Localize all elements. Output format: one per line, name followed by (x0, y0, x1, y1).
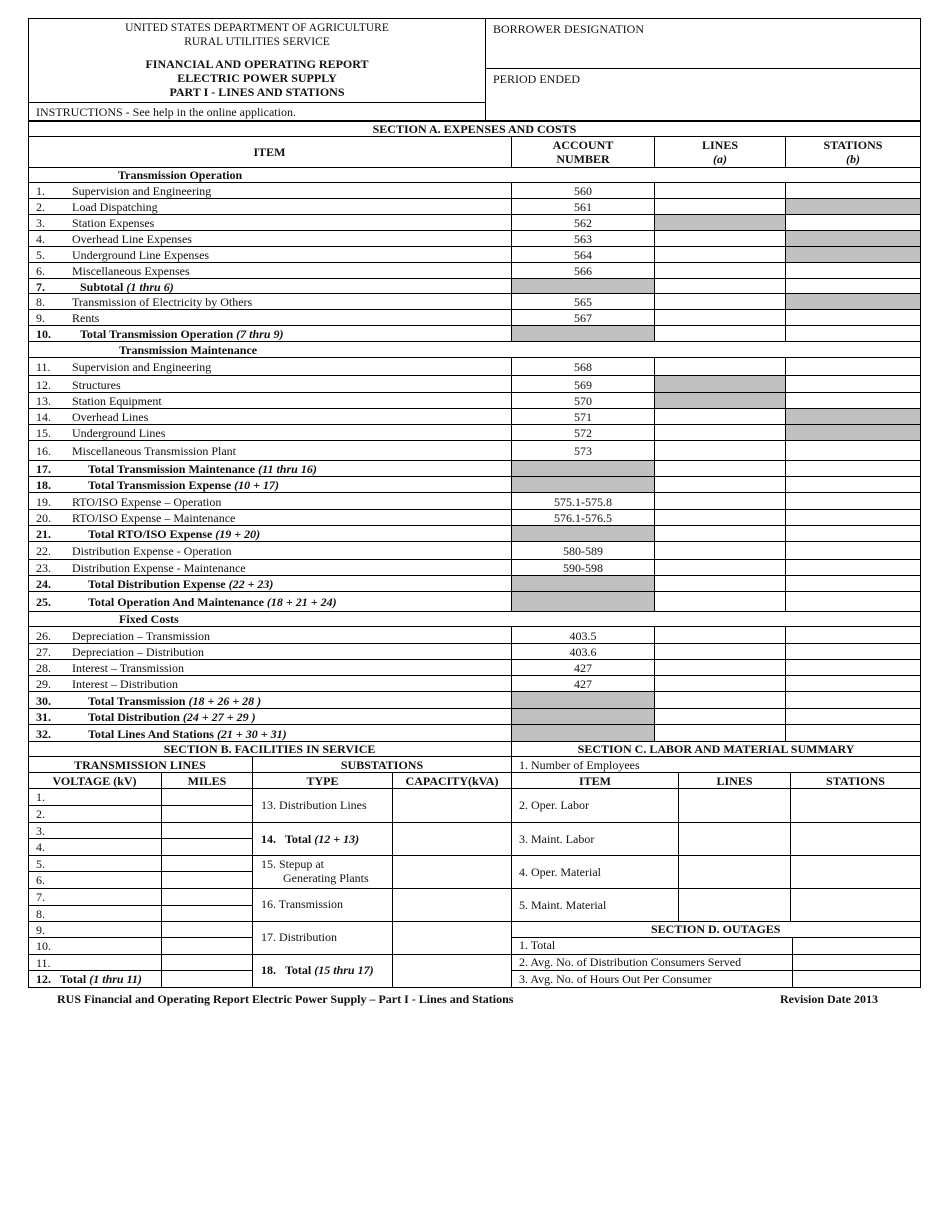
row-label-text: Total Operation And Maintenance (88, 595, 267, 609)
substations-header: SUBSTATIONS (340, 758, 424, 772)
account-number: 562 (574, 216, 592, 230)
stations-value-cell[interactable] (786, 543, 920, 559)
lines-value-cell[interactable] (655, 184, 785, 198)
row-label (88, 527, 260, 541)
voltage-row-number: 10. (36, 939, 51, 953)
account-number: 580-589 (563, 544, 603, 558)
col-header-lines-sub: (a) (713, 152, 727, 166)
row-label (72, 216, 154, 230)
section-c-title: SECTION C. LABOR AND MATERIAL SUMMARY (577, 742, 855, 756)
col-voltage: VOLTAGE (kV) (52, 774, 137, 788)
voltage-input-cell[interactable] (60, 790, 160, 804)
substation-14 (261, 832, 359, 846)
row-number: 30. (36, 694, 51, 708)
substation-14-italic: (12 + 13) (314, 832, 360, 846)
row-label (72, 264, 190, 278)
account-number: 560 (574, 184, 592, 198)
voltage-row-number: 1. (36, 790, 45, 804)
row-label-text: Miscellaneous Expenses (72, 264, 190, 278)
row-label-text: Depreciation – Transmission (72, 629, 210, 643)
voltage-row-number: 7. (36, 890, 45, 904)
voltage-row-number: 5. (36, 857, 45, 871)
stations-value-cell[interactable] (786, 394, 920, 408)
lines-value-cell[interactable] (655, 577, 785, 591)
miles-input-cell[interactable] (163, 923, 251, 937)
account-number: 575.1-575.8 (554, 495, 612, 509)
row-label (88, 727, 287, 741)
row-label (88, 577, 273, 591)
labor-item: 2. Oper. Labor (519, 798, 589, 812)
row-label-text: Rents (72, 311, 100, 325)
facilities-total-label (36, 972, 142, 986)
group-transmission-operation: Transmission Operation (118, 168, 243, 182)
borrower-designation-label: BORROWER DESIGNATION (493, 22, 644, 36)
lines-value-cell[interactable] (655, 527, 785, 541)
row-number: 2. (36, 200, 45, 214)
row-label-text: Underground Line Expenses (72, 248, 210, 262)
stations-value-cell[interactable] (786, 248, 920, 262)
row-label-text: RTO/ISO Expense – Operation (72, 495, 222, 509)
row-label (72, 645, 204, 659)
row-label (72, 311, 99, 325)
row-number: 8. (36, 295, 45, 309)
substation-17: 17. Distribution (261, 930, 338, 944)
miles-input-cell[interactable] (163, 857, 251, 871)
row-number: 4. (36, 232, 45, 246)
row-label-text: Total Distribution Expense (88, 577, 229, 591)
row-label-text: Total Lines And Stations (88, 727, 217, 741)
footer-title: RUS Financial and Operating Report Electric Power Supply – Part I - Lines and Stations (57, 992, 514, 1006)
stations-value-cell[interactable] (786, 232, 920, 246)
labor-item: 3. Maint. Labor (519, 832, 595, 846)
row-label (72, 410, 148, 424)
facilities-total-num: 12. (36, 972, 51, 986)
section-c-col-lines: LINES (716, 774, 753, 788)
facilities-total-italic: (1 thru 11) (89, 972, 142, 986)
stations-value-cell[interactable] (786, 410, 920, 424)
col-type: TYPE (306, 774, 339, 788)
row-number: 18. (36, 478, 51, 492)
miles-input-cell[interactable] (163, 939, 251, 953)
labor-item: 5. Maint. Material (519, 898, 607, 912)
section-c-col-item: ITEM (578, 774, 611, 788)
miles-input-cell[interactable] (163, 907, 251, 921)
col-header-item: ITEM (253, 145, 286, 159)
stations-value-cell[interactable] (786, 359, 920, 375)
stations-value-cell[interactable] (786, 645, 920, 659)
row-label-text: RTO/ISO Expense – Maintenance (72, 511, 236, 525)
miles-input-cell[interactable] (163, 840, 251, 854)
voltage-row-number: 11. (36, 956, 51, 970)
row-label-text: Structures (72, 378, 121, 392)
row-label-formula: (19 + 20) (215, 527, 261, 541)
section-d-title: SECTION D. OUTAGES (651, 922, 781, 936)
row-label (72, 544, 232, 558)
row-label-formula: (21 + 30 + 31) (216, 727, 287, 741)
row-label-text: Supervision and Engineering (72, 360, 212, 374)
lines-value-cell[interactable] (655, 710, 785, 724)
lines-value-cell[interactable] (655, 359, 785, 375)
stations-value-cell[interactable] (786, 494, 920, 509)
stations-value-cell[interactable] (786, 311, 920, 325)
substation-18 (261, 963, 374, 977)
row-label-text: Station Expenses (72, 216, 155, 230)
row-label-text: Supervision and Engineering (72, 184, 212, 198)
agency-line2: RURAL UTILITIES SERVICE (184, 36, 330, 48)
lines-value-cell[interactable] (655, 377, 785, 392)
lines-value-cell[interactable] (655, 693, 785, 708)
stations-value-cell[interactable] (786, 561, 920, 575)
number-of-employees: 1. Number of Employees (519, 758, 640, 772)
account-number: 569 (574, 378, 592, 392)
substation-18-num: 18. (261, 963, 276, 977)
row-label (72, 378, 121, 392)
voltage-input-cell[interactable] (60, 857, 160, 871)
row-label-formula: (11 thru 16) (258, 462, 317, 476)
account-number: 576.1-576.5 (554, 511, 612, 525)
row-number: 29. (36, 677, 51, 691)
stations-value-cell[interactable] (786, 710, 920, 724)
row-label (72, 200, 158, 214)
account-number: 567 (574, 311, 592, 325)
row-label (80, 280, 174, 294)
row-number: 11. (36, 360, 51, 374)
lines-value-cell[interactable] (655, 295, 785, 309)
row-label (88, 462, 317, 476)
lines-value-cell[interactable] (655, 232, 785, 246)
col-capacity: CAPACITY(kVA) (405, 774, 499, 788)
group-fixed-costs: Fixed Costs (119, 612, 179, 626)
row-number: 24. (36, 577, 51, 591)
stations-value-cell[interactable] (786, 280, 920, 293)
col-header-account-number: NUMBER (556, 152, 610, 166)
row-label (72, 232, 192, 246)
row-label-text: Interest – Transmission (72, 661, 185, 675)
lines-value-cell[interactable] (655, 426, 785, 440)
stations-value-cell[interactable] (786, 442, 920, 460)
stations-value-cell[interactable] (786, 478, 920, 492)
row-label (88, 595, 337, 609)
voltage-input-cell[interactable] (60, 890, 160, 904)
row-label-formula: (22 + 23) (228, 577, 274, 591)
row-number: 15. (36, 426, 51, 440)
lines-value-cell[interactable] (655, 248, 785, 262)
stations-value-cell[interactable] (786, 462, 920, 476)
row-number: 3. (36, 216, 45, 230)
section-c-col-stations: STATIONS (826, 774, 885, 788)
lines-value-cell[interactable] (655, 200, 785, 214)
stations-value-cell[interactable] (786, 200, 920, 214)
substation-18-text: Total (285, 963, 315, 977)
row-label-text: Total Distribution (88, 710, 183, 724)
lines-value-cell[interactable] (655, 462, 785, 476)
lines-value-cell[interactable] (655, 327, 785, 341)
row-label (72, 295, 252, 309)
row-label-formula: (24 + 27 + 29 ) (182, 710, 256, 724)
account-number: 568 (574, 360, 592, 374)
period-ended-label: PERIOD ENDED (493, 72, 580, 86)
account-number: 570 (574, 394, 592, 408)
substation-15-line1: 15. Stepup at (261, 857, 324, 871)
row-number: 21. (36, 527, 51, 541)
lines-value-cell[interactable] (655, 478, 785, 492)
stations-value-cell[interactable] (786, 327, 920, 341)
row-label (80, 327, 283, 341)
agency-line1: UNITED STATES DEPARTMENT OF AGRICULTURE (125, 22, 389, 34)
row-number: 31. (36, 710, 51, 724)
voltage-row-number: 6. (36, 873, 45, 887)
row-number: 17. (36, 462, 51, 476)
account-number: 427 (574, 661, 592, 675)
row-number: 13. (36, 394, 51, 408)
stations-value-cell[interactable] (786, 426, 920, 440)
row-number: 16. (36, 444, 51, 458)
transmission-lines-header: TRANSMISSION LINES (74, 758, 206, 772)
section-a-title: SECTION A. EXPENSES AND COSTS (372, 122, 577, 136)
row-label-formula: (18 + 26 + 28 ) (188, 694, 262, 708)
stations-value-cell[interactable] (786, 577, 920, 591)
lines-value-cell[interactable] (655, 561, 785, 575)
row-label (72, 360, 211, 374)
miles-input-cell[interactable] (163, 873, 251, 887)
stations-value-cell[interactable] (786, 726, 920, 741)
account-number: 572 (574, 426, 592, 440)
row-label-text: Total RTO/ISO Expense (88, 527, 216, 541)
lines-value-cell[interactable] (655, 661, 785, 675)
account-number: 427 (574, 677, 592, 691)
row-number: 32. (36, 727, 51, 741)
stations-value-cell[interactable] (786, 295, 920, 309)
row-label-text: Depreciation – Distribution (72, 645, 204, 659)
lines-value-cell[interactable] (655, 280, 785, 293)
stations-value-cell[interactable] (786, 184, 920, 198)
substation-13: 13. Distribution Lines (261, 798, 367, 812)
row-label (88, 478, 279, 492)
row-number: 5. (36, 248, 45, 262)
voltage-input-cell[interactable] (60, 939, 160, 953)
account-number: 563 (574, 232, 592, 246)
outage-item: 3. Avg. No. of Hours Out Per Consumer (519, 972, 712, 986)
row-label-text: Overhead Lines (72, 410, 149, 424)
report-title-line1: FINANCIAL AND OPERATING REPORT (145, 57, 369, 71)
row-label-text: Distribution Expense - Maintenance (72, 561, 246, 575)
account-number: 590-598 (563, 561, 603, 575)
row-number: 19. (36, 495, 51, 509)
row-label-formula: (18 + 21 + 24) (266, 595, 337, 609)
col-header-account: ACCOUNT (552, 138, 614, 152)
outage-item: 1. Total (519, 938, 556, 952)
row-label (72, 184, 211, 198)
voltage-row-number: 4. (36, 840, 45, 854)
lines-value-cell[interactable] (655, 593, 785, 611)
row-number: 6. (36, 264, 45, 278)
voltage-input-cell[interactable] (60, 873, 160, 887)
voltage-input-cell[interactable] (60, 807, 160, 821)
lines-value-cell[interactable] (655, 677, 785, 691)
row-label-text: Station Equipment (72, 394, 162, 408)
row-label-text: Subtotal (80, 280, 127, 294)
row-label-text: Total Transmission Operation (80, 327, 237, 341)
stations-value-cell[interactable] (786, 216, 920, 230)
stations-value-cell[interactable] (786, 264, 920, 278)
stations-value-cell[interactable] (786, 677, 920, 691)
row-number: 22. (36, 544, 51, 558)
miles-input-cell[interactable] (163, 807, 251, 821)
row-label (72, 444, 236, 458)
lines-value-cell[interactable] (655, 543, 785, 559)
row-number: 25. (36, 595, 51, 609)
voltage-row-number: 9. (36, 923, 45, 937)
outage-item: 2. Avg. No. of Distribution Consumers Served (519, 955, 742, 969)
col-header-lines: LINES (701, 138, 739, 152)
row-label-text: Total Transmission (88, 694, 189, 708)
lines-value-cell[interactable] (655, 410, 785, 424)
instructions-text: INSTRUCTIONS - See help in the online application. (36, 105, 296, 119)
row-number: 28. (36, 661, 51, 675)
row-label-formula: (10 + 17) (234, 478, 279, 492)
miles-input-cell[interactable] (163, 956, 251, 970)
row-label (88, 710, 256, 724)
account-number: 573 (574, 444, 592, 458)
stations-value-cell[interactable] (786, 511, 920, 525)
group-transmission-maintenance: Transmission Maintenance (119, 343, 258, 357)
lines-value-cell[interactable] (655, 311, 785, 325)
stations-value-cell[interactable] (786, 661, 920, 675)
miles-input-cell[interactable] (163, 790, 251, 804)
voltage-input-cell[interactable] (60, 907, 160, 921)
account-number: 403.5 (569, 629, 597, 643)
col-header-stations-sub: (b) (846, 152, 860, 166)
row-label-text: Total Transmission Expense (88, 478, 235, 492)
voltage-input-cell[interactable] (60, 824, 160, 838)
lines-value-cell[interactable] (655, 264, 785, 278)
row-label-text: Total Transmission Maintenance (88, 462, 259, 476)
row-label (72, 661, 184, 675)
row-number: 14. (36, 410, 51, 424)
row-label-formula: (1 thru 6) (126, 280, 174, 294)
facilities-total-text: Total (60, 972, 90, 986)
stations-value-cell[interactable] (786, 628, 920, 643)
voltage-row-number: 3. (36, 824, 45, 838)
account-number: 571 (574, 410, 592, 424)
row-number: 23. (36, 561, 51, 575)
row-label (88, 694, 261, 708)
row-number: 9. (36, 311, 45, 325)
report-title-line2: ELECTRIC POWER SUPPLY (177, 71, 337, 85)
lines-value-cell[interactable] (655, 511, 785, 525)
row-label-text: Underground Lines (72, 426, 166, 440)
lines-value-cell[interactable] (655, 726, 785, 741)
section-b-title: SECTION B. FACILITIES IN SERVICE (163, 742, 376, 756)
row-number: 7. (36, 280, 45, 294)
row-number: 12. (36, 378, 51, 392)
row-number: 27. (36, 645, 51, 659)
row-label-text: Interest – Distribution (72, 677, 178, 691)
labor-item: 4. Oper. Material (519, 865, 601, 879)
row-label-text: Distribution Expense - Operation (72, 544, 232, 558)
lines-value-cell[interactable] (655, 645, 785, 659)
col-miles: MILES (187, 774, 227, 788)
row-label (72, 426, 165, 440)
account-number: 403.6 (569, 645, 597, 659)
row-label-text: Miscellaneous Transmission Plant (72, 444, 237, 458)
substation-14-text: Total (285, 832, 315, 846)
row-number: 20. (36, 511, 51, 525)
row-label (72, 248, 209, 262)
voltage-input-cell[interactable] (60, 956, 160, 970)
row-label (72, 495, 221, 509)
miles-input-cell[interactable] (163, 890, 251, 904)
lines-value-cell[interactable] (655, 494, 785, 509)
lines-value-cell[interactable] (655, 394, 785, 408)
col-header-stations: STATIONS (823, 138, 883, 152)
substation-18-italic: (15 thru 17) (314, 963, 374, 977)
account-number: 564 (574, 248, 592, 262)
substation-14-num: 14. (261, 832, 276, 846)
substation-16: 16. Transmission (261, 897, 344, 911)
voltage-row-number: 2. (36, 807, 45, 821)
row-label (72, 511, 235, 525)
voltage-input-cell[interactable] (60, 840, 160, 854)
row-label-formula: (7 thru 9) (236, 327, 284, 341)
account-number: 565 (574, 295, 592, 309)
row-label-text: Overhead Line Expenses (72, 232, 192, 246)
voltage-input-cell[interactable] (60, 923, 160, 937)
account-number: 561 (574, 200, 592, 214)
stations-value-cell[interactable] (786, 527, 920, 541)
stations-value-cell[interactable] (786, 377, 920, 392)
stations-value-cell[interactable] (786, 593, 920, 611)
substation-15-line2: Generating Plants (283, 871, 369, 885)
footer-revision: Revision Date 2013 (780, 992, 878, 1006)
stations-value-cell[interactable] (786, 693, 920, 708)
row-label (72, 629, 210, 643)
lines-value-cell[interactable] (655, 628, 785, 643)
report-title-line3: PART I - LINES AND STATIONS (169, 85, 345, 99)
miles-input-cell[interactable] (163, 824, 251, 838)
row-label (72, 561, 246, 575)
row-number: 1. (36, 184, 45, 198)
row-number: 10. (36, 327, 51, 341)
row-number: 26. (36, 629, 51, 643)
lines-value-cell[interactable] (655, 442, 785, 460)
lines-value-cell[interactable] (655, 216, 785, 230)
account-number: 566 (574, 264, 592, 278)
voltage-row-number: 8. (36, 907, 45, 921)
row-label-text: Transmission of Electricity by Others (72, 295, 253, 309)
row-label (72, 677, 178, 691)
row-label (72, 394, 162, 408)
row-label-text: Load Dispatching (72, 200, 158, 214)
